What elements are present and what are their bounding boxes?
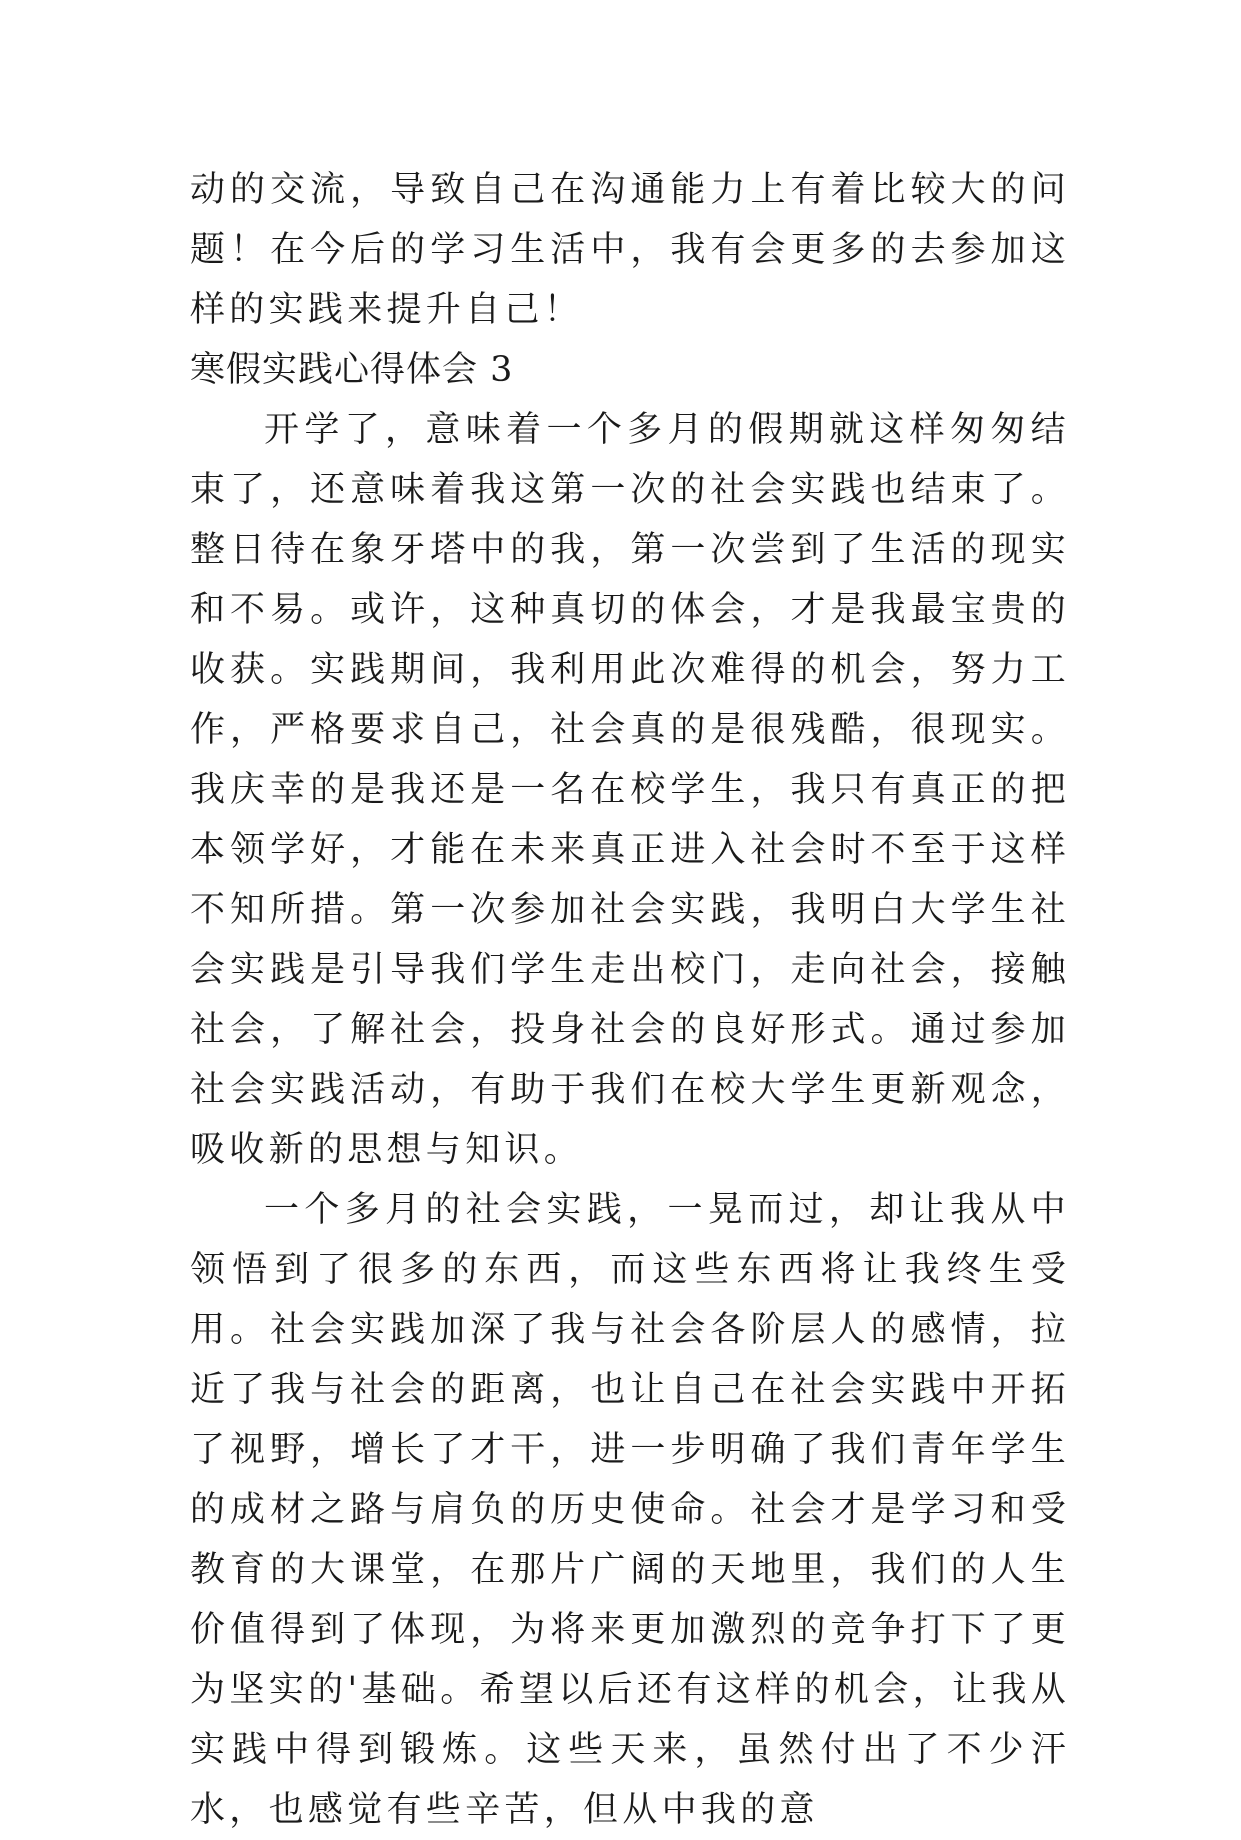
body-paragraph-2: 一个多月的社会实践，一晃而过，却让我从中领悟到了很多的东西，而这些东西将让我终生受用。社会实践加深了我与社会各阶层人的感情，拉近了我与社会的距离，也让自己在社会实践中开拓了视野，增长了才干，进一步明确了我们青年学生的成材之路与肩负的历史使命。社会才是学习和受教育的大课堂，在那片广阔的天地里，我们的人生价值得到了体现，为将来更加激烈的竞争打下了更为坚实的'基础。希望以后还有这样的机会，让我从实践中得到锻炼。这些天来，虽然付出了不少汗水，也感觉有些辛苦，但从中我的意 (190, 1190, 1070, 1830)
continuation-paragraph: 动的交流，导致自己在沟通能力上有着比较大的问题！在今后的学习生活中，我有会更多的去参加这样的实践来提升自己！ (190, 170, 1070, 330)
body-paragraph-1: 开学了，意味着一个多月的假期就这样匆匆结束了，还意味着我这第一次的社会实践也结束了。整日待在象牙塔中的我，第一次尝到了生活的现实和不易。或许，这种真切的体会，才是我最宝贵的收获。实践期间，我利用此次难得的机会，努力工作，严格要求自己，社会真的是很残酷，很现实。我庆幸的是我还是一名在校学生，我只有真正的把本领学好，才能在未来真正进入社会时不至于这样不知所措。第一次参加社会实践，我明白大学生社会实践是引导我们学生走出校门，走向社会，接触社会，了解社会，投身社会的良好形式。通过参加社会实践活动，有助于我们在校大学生更新观念，吸收新的思想与知识。 (190, 410, 1070, 1170)
section-heading: 寒假实践心得体会 3 (190, 350, 514, 390)
document-body (190, 160, 1070, 1840)
